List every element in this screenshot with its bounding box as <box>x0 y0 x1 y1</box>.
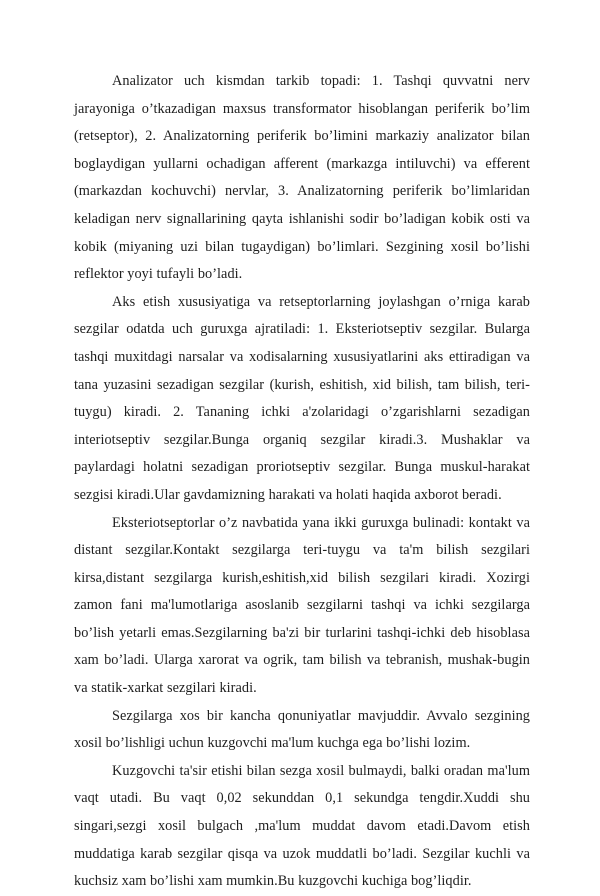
paragraph-stimulus-timing: Kuzgovchi ta'sir etishi bilan sezga xosil bulmaydi, balki oradan ma'lum vaqt utadi. Bu vaqt 0,02 sekunddan 0,1 sekundga tengdir.Xuddi shu singari,sezgi xosil bulgach ,ma'lum muddat davom etadi.Davom etish muddatiga karab sezgilar qisqa va uzok muddatli bo’ladi. Sezgilar kuchli va kuchsiz xam bo’lishi xam mumkin.Bu kuzgovchi kuchiga bog’liqdir. <box>74 762 530 890</box>
paragraph-regularities: Sezgilarga xos bir kancha qonuniyatlar mavjuddir. Avvalo sezgining xosil bo’lishligi uchun kuzgovchi ma'lum kuchga ega bo’lishi lozim. <box>74 707 530 752</box>
paragraph-analyzer-structure: Analizator uch kismdan tarkib topadi: 1. Tashqi quvvatni nerv jarayoniga o’tkazadigan maxsus transformator hisoblangan periferik bo’lim (retseptor), 2. Analizatorning periferik bo’limini markaziy analizator bilan boglaydigan yullarni ochadigan afferent (markazga intiluvchi) va efferent (markazdan kochuvchi) nervlar, 3. Analizatorning periferik bo’limlaridan keladigan nerv signallarining qayta ishlanishi sodir bo’ladigan kobik osti va kobik (miyaning uzi bilan tugaydigan) bo’limlari. Sezgining xosil bo’lishi reflektor yoyi tufayli bo’ladi. <box>74 73 530 283</box>
paragraph-sensation-groups: Aks etish xususiyatiga va retseptorlarning joylashgan o’rniga karab sezgilar odatda uch guruxga ajratiladi: 1. Eksteriotseptiv sezgilar. Bularga tashqi muxitdagi narsalar va xodisalarning xususiyatlarini aks ettiradigan va tana yuzasini sezadigan sezgilar (kurish, eshitish, xid bilish, tam bilish, teri-tuygu) kiradi. 2. Tananing ichki a'zolaridagi o’zgarishlarni sezadigan interiotseptiv sezgilar.Bunga organiq sezgilar kiradi.3. Mushaklar va paylardagi holatni sezadigan proriotseptiv sezgilar. Bunga muskul-harakat sezgisi kiradi.Ular gavdamizning harakati va holati haqida axborot beradi. <box>74 293 530 503</box>
paragraph-exteroceptors: Eksteriotseptorlar o’z navbatida yana ikki guruxga bulinadi: kontakt va distant sezgilar.Kontakt sezgilarga teri-tuygu va ta'm bilish sezgilari kirsa,distant sezgilarga kurish,eshitish,xid bilish sezgilari kiradi. Xozirgi zamon fani ma'lumotlariga asoslanib sezgilarni tashqi va ichki sezgilarga bo’lish yetarli emas.Sezgilarning ba'zi bir turlarini tashqi-ichki deb hisoblasa xam bo’ladi. Ularga xarorat va ogrik, tam bilish va tebranish, mushak-bugin va statik-xarkat sezgilari kiradi. <box>74 514 530 697</box>
